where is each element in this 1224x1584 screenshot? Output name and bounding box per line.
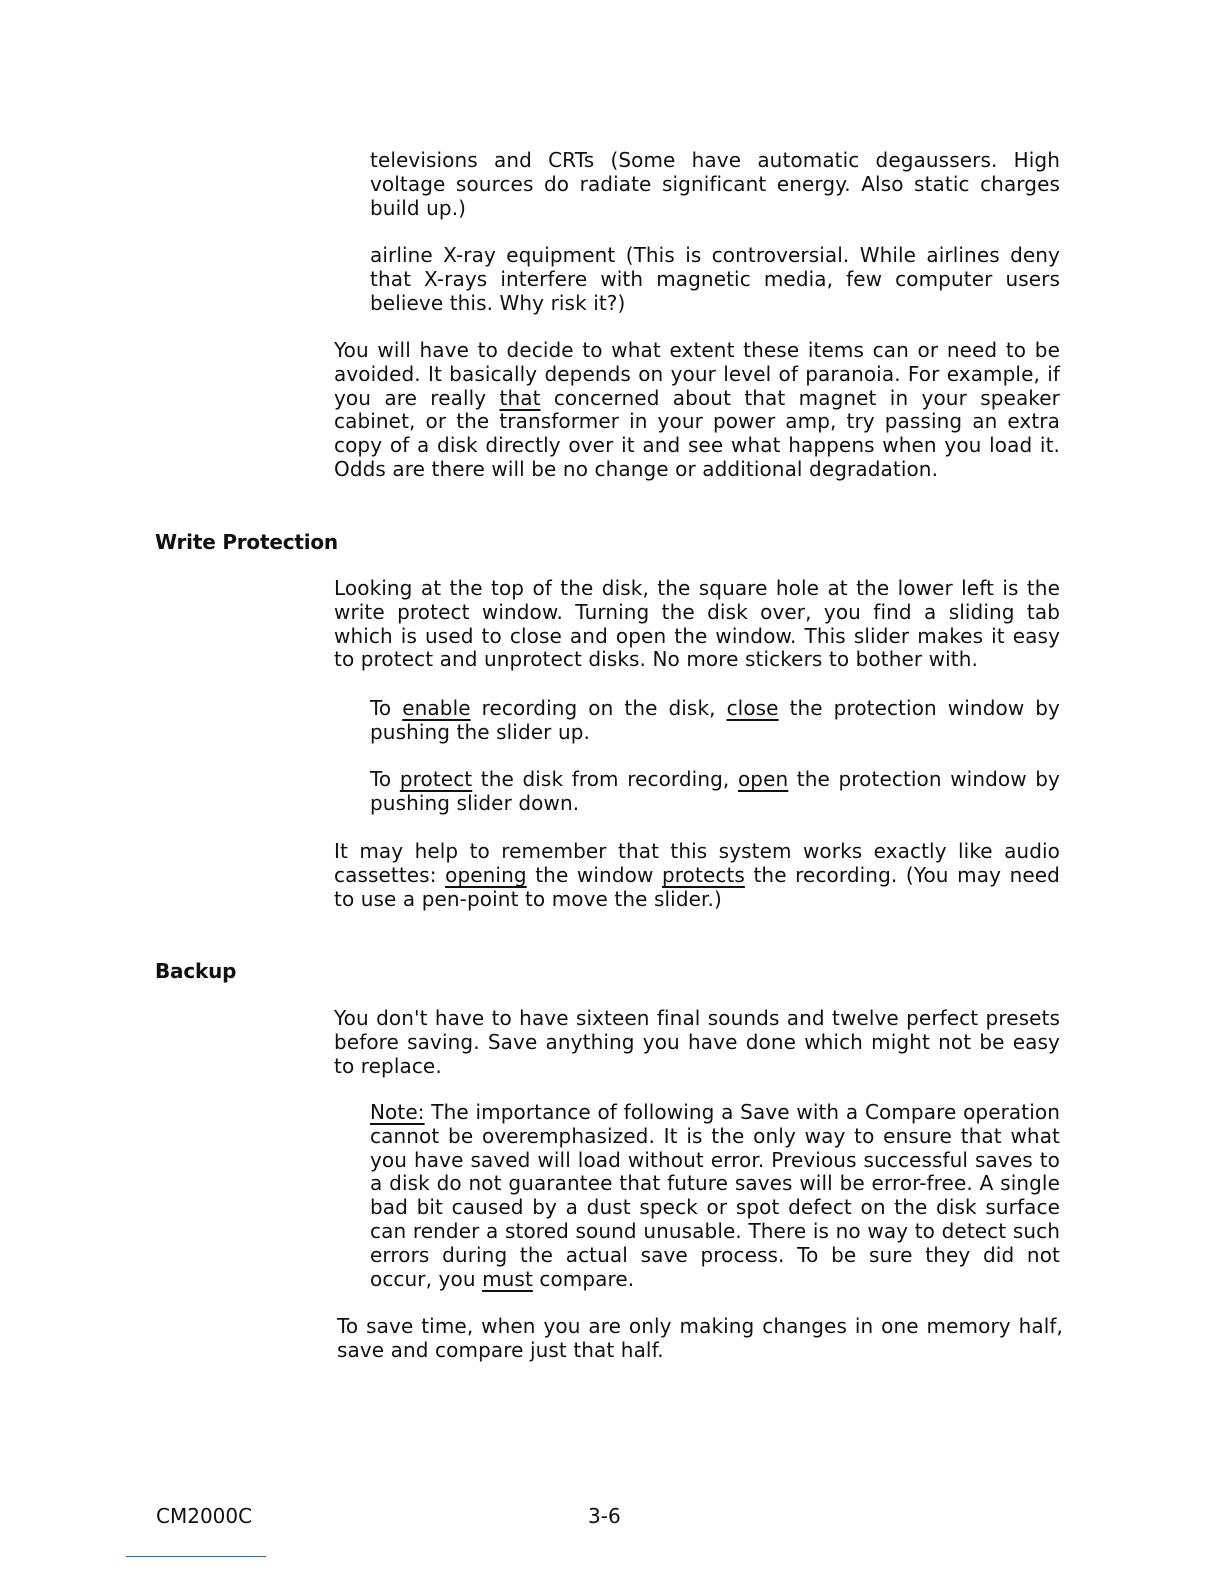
paragraph-write-protect-window [334, 577, 1060, 672]
paragraph-text: televisions and CRTs (Some have automatic degaussers. High voltage sources do radiate significant energy. Also static charges build up.) [370, 148, 1060, 220]
paragraph-text: You don't have to have sixteen final sounds and twelve perfect presets before saving. Save anything you have done which might not be easy to replace. [334, 1006, 1060, 1078]
paragraph-text: compare. [532, 1266, 635, 1291]
divider-line [126, 1556, 266, 1557]
paragraph-text: To [370, 767, 400, 791]
footer-page-number: 3-6 [588, 1504, 621, 1528]
paragraph-airline-xray [370, 244, 1060, 315]
paragraph-enable-recording [370, 697, 1060, 745]
paragraph-save-time [337, 1315, 1063, 1363]
underlined-word: close [726, 696, 779, 720]
paragraph-text: the disk from recording, [472, 767, 738, 791]
section-heading-write-protection: Write Protection [155, 530, 338, 554]
paragraph-text: airline X-ray equipment (This is controversial. While airlines deny that X-rays interfere with magnetic media, few computer users believe this. Why risk it?) [370, 243, 1060, 315]
paragraph-text: You will have to decide to what extent these items can or need to be avoided. It basically depends on your level of paranoia. For example, if you are really [334, 338, 1060, 410]
paragraph-text: concerned about that magnet in your speaker cabinet, or the transformer in your power amp, try passing an extra copy of a disk directly over it and see what happens when you load it. Odds are there will be no change or additional degradation. [334, 385, 1060, 481]
underlined-word: enable [402, 696, 471, 720]
paragraph-text: the recording. (You may need to use a pen-point to move the slider.) [334, 862, 1060, 911]
paragraph-text: the protection window by pushing the slider up. [370, 696, 1060, 744]
paragraph-televisions [370, 149, 1060, 220]
underlined-word: protects [661, 862, 745, 887]
paragraph-note-compare [370, 1101, 1060, 1291]
paragraph-text: It may help to remember that this system works exactly like audio cassettes: [334, 839, 1060, 887]
underlined-word: that [499, 385, 541, 410]
paragraph-sixteen-sounds [334, 1007, 1060, 1078]
paragraph-text: the window [526, 862, 662, 887]
paragraph-text: The importance of following a Save with a Compare operation cannot be overemphasized. It is the only way to ensure that what you have saved will load without error. Previous successful saves to a disk do not guarantee that future saves will be error-free. A single bad bit caused by a dust speck or spot defect on the disk surface can render a stored sound unusable. There is no way to detect such errors during the actual save process. To be sure they did not occur, you [370, 1100, 1060, 1291]
note-label: Note: [370, 1100, 425, 1124]
paragraph-text: recording on the disk, [470, 696, 727, 720]
paragraph-text: To [370, 696, 403, 720]
paragraph-text: To save time, when you are only making changes in one memory half, save and compare just that half. [337, 1314, 1063, 1362]
paragraph-paranoia [334, 339, 1060, 482]
underlined-word: protect [399, 767, 473, 791]
underlined-word: must [482, 1266, 533, 1291]
paragraph-text: the protection window by pushing slider down. [370, 767, 1060, 815]
paragraph-audio-cassettes [334, 840, 1060, 911]
paragraph-protect-disk [370, 768, 1060, 816]
section-heading-backup: Backup [155, 959, 237, 983]
footer-model-number: CM2000C [156, 1504, 253, 1528]
paragraph-text: Looking at the top of the disk, the square hole at the lower left is the write protect window. Turning the disk over, you find a sliding tab which is used to close and open the window. This slider makes it easy to protect and unprotect disks. No more stickers to bother with. [334, 576, 1060, 672]
underlined-word: open [737, 767, 789, 791]
underlined-word: opening [445, 862, 527, 887]
